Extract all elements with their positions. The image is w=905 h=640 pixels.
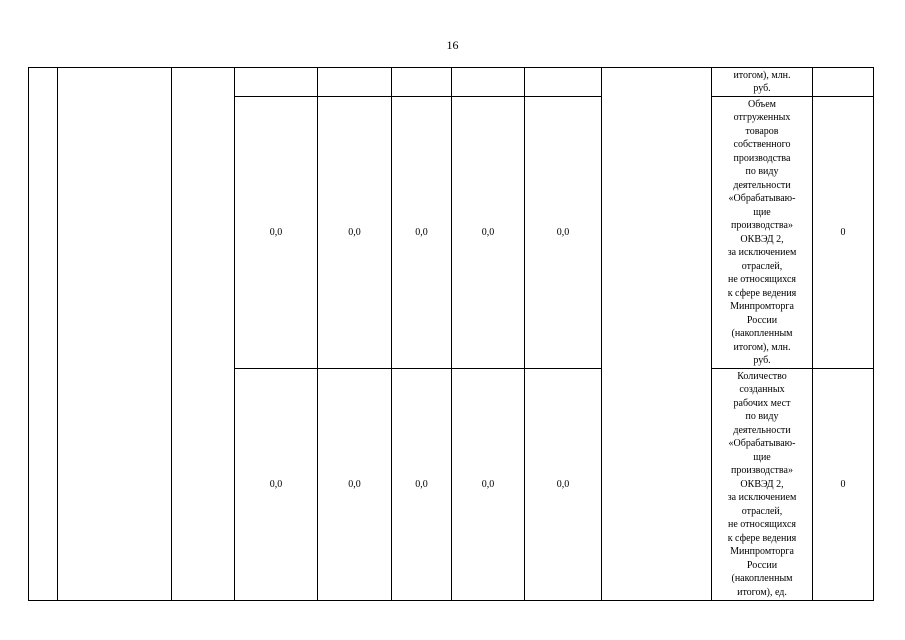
value-cell: 0,0	[452, 97, 525, 369]
result-cell	[813, 68, 874, 97]
value-cell: 0,0	[392, 97, 452, 369]
executor-cell	[172, 68, 235, 601]
value-cell	[235, 68, 318, 97]
value-cell: 0,0	[452, 369, 525, 601]
merged-cell	[602, 68, 712, 601]
value-cell	[318, 68, 392, 97]
value-cell: 0,0	[318, 369, 392, 601]
indicator-cell: Количество созданных рабочих мест по виду деятельности «Обрабатываю- щие производства» ОКВЭД 2, за исключением отраслей, не относящихся к сфере ведения Минпромторга России (накопленным итогом), ед.	[712, 369, 813, 601]
result-cell: 0	[813, 369, 874, 601]
indicator-cell: итогом), млн. руб.	[712, 68, 813, 97]
result-cell: 0	[813, 97, 874, 369]
value-cell: 0,0	[235, 369, 318, 601]
value-cell: 0,0	[525, 97, 602, 369]
name-cell	[58, 68, 172, 601]
value-cell	[452, 68, 525, 97]
value-cell: 0,0	[235, 97, 318, 369]
document-table	[28, 67, 874, 601]
table-row	[29, 68, 874, 97]
value-cell: 0,0	[318, 97, 392, 369]
page-number: 16	[446, 38, 459, 52]
number-cell	[29, 68, 58, 601]
value-cell: 0,0	[392, 369, 452, 601]
value-cell	[525, 68, 602, 97]
value-cell	[392, 68, 452, 97]
value-cell: 0,0	[525, 369, 602, 601]
indicator-cell: Объем отгруженных товаров собственного производства по виду деятельности «Обрабатываю- щие производства» ОКВЭД 2, за исключением отраслей, не относящихся к сфере ведения Минпромторга России (накопленным итогом), млн. руб.	[712, 97, 813, 369]
